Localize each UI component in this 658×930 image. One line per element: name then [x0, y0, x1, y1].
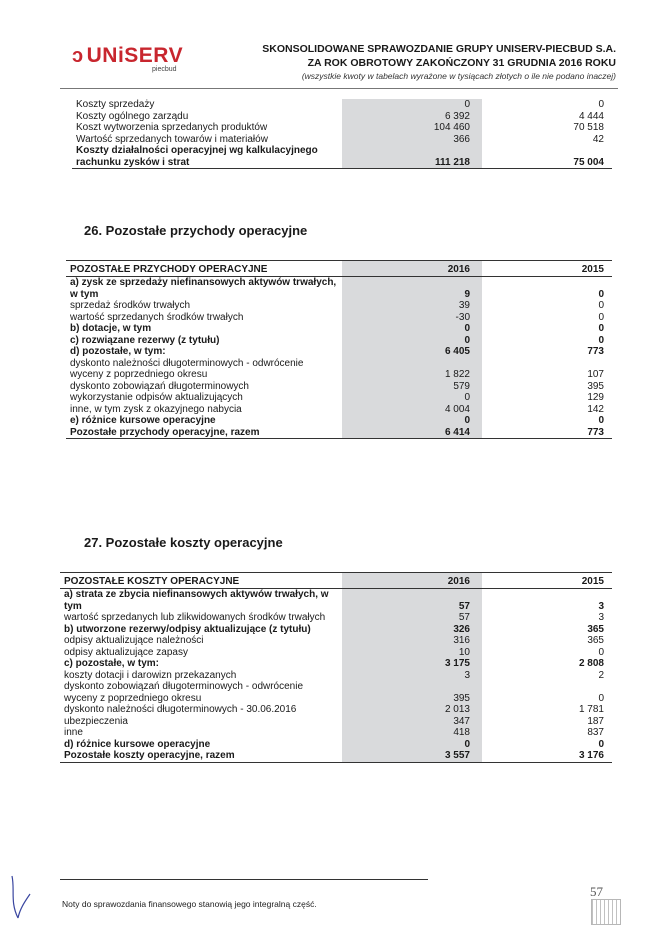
value-2016: 366 — [342, 134, 482, 146]
row-label: c) rozwiązane rezerwy (z tytułu) — [70, 334, 220, 346]
table-row — [72, 99, 612, 111]
value-2016: 39 — [342, 300, 482, 312]
row-label: wartość sprzedanych lub zlikwidowanych środków trwałych — [64, 612, 326, 623]
table-row — [72, 111, 612, 123]
value-2016: 579 — [342, 381, 482, 393]
table-row — [66, 404, 612, 416]
value-2016: -30 — [342, 312, 482, 324]
company-logo — [72, 44, 183, 68]
value-2015: 365 — [587, 623, 604, 635]
table-row — [66, 427, 612, 439]
value-2015: 0 — [598, 415, 604, 426]
table-row — [66, 312, 612, 324]
value-2015: 0 — [598, 311, 604, 323]
table-row — [60, 739, 612, 751]
row-label: inne — [64, 727, 83, 738]
value-2016: 4 004 — [342, 404, 482, 416]
table-row — [60, 716, 612, 728]
value-2015: 837 — [587, 727, 604, 738]
value-2015: 773 — [587, 346, 604, 357]
value-2016: 2 013 — [342, 704, 482, 716]
section-26-heading: 26. Pozostałe przychody operacyjne — [84, 223, 308, 238]
table-row — [66, 358, 612, 381]
value-2016: 57 — [342, 612, 482, 624]
value-2015: 773 — [482, 427, 612, 439]
other-operating-costs-table — [60, 572, 612, 763]
row-label: dyskonto zobowiązań długoterminowych — [70, 380, 249, 392]
value-2015: 3 — [598, 600, 604, 612]
row-label: dyskonto zobowiązań długoterminowych - odwrócenie wyceny z poprzedniego okresu — [64, 681, 304, 704]
table-row — [60, 704, 612, 716]
row-label: d) pozostałe, w tym: — [70, 346, 166, 357]
value-2016: 3 — [342, 670, 482, 682]
row-label: Koszty sprzedaży — [76, 99, 155, 110]
value-2015: 3 — [598, 612, 604, 623]
row-label: dyskonto należności długoterminowych - 30.06.2016 — [64, 704, 297, 715]
value-2016: 0 — [342, 392, 482, 404]
operating-costs-table — [72, 99, 612, 169]
table-row — [60, 589, 612, 613]
value-2015: 4 444 — [578, 110, 604, 122]
value-2016: 6 392 — [342, 111, 482, 123]
value-2015: 42 — [592, 133, 604, 145]
table-row — [66, 392, 612, 404]
value-2015: 2 — [598, 669, 604, 681]
report-title-line2: ZA ROK OBROTOWY ZAKOŃCZONY 31 GRUDNIA 2016 ROKU — [307, 57, 616, 69]
value-2016: 0 — [342, 99, 482, 111]
value-2015: 70 518 — [573, 122, 604, 133]
footer-note: Noty do sprawozdania finansowego stanowią jego integralną część. — [62, 899, 317, 909]
value-2016: 6 414 — [342, 427, 482, 439]
row-label: Wartość sprzedanych towarów i materiałów — [76, 133, 268, 145]
table-row — [60, 647, 612, 659]
row-label: Koszty działalności operacyjnej wg kalkulacyjnego rachunku zysków i strat — [72, 145, 342, 169]
row-label: sprzedaż środków trwałych — [70, 300, 191, 311]
row-label: Koszt wytworzenia sprzedanych produktów — [76, 122, 268, 133]
report-units-note: (wszystkie kwoty w tabelach wyrażone w tysiącach złotych o ile nie podano inaczej) — [301, 71, 616, 81]
row-label: koszty dotacji i darowizn przekazanych — [64, 669, 237, 681]
value-2016: 326 — [342, 624, 482, 636]
row-label: d) różnice kursowe operacyjne — [64, 738, 211, 750]
value-2015: 75 004 — [482, 145, 612, 169]
value-2016: 1 822 — [342, 358, 482, 381]
value-2015: 0 — [598, 99, 604, 110]
row-label: dyskonto należności długoterminowych - odwrócenie wyceny z poprzedniego okresu — [70, 357, 304, 380]
value-2016: 57 — [342, 589, 482, 613]
table-row — [60, 612, 612, 624]
value-2015: 1 781 — [578, 704, 604, 715]
value-2016: 316 — [342, 635, 482, 647]
value-2015: 395 — [587, 380, 604, 392]
value-2015: 0 — [598, 323, 604, 334]
row-label: Pozostałe przychody operacyjne, razem — [66, 427, 342, 439]
row-label: e) różnice kursowe operacyjne — [70, 415, 216, 426]
table-row — [66, 323, 612, 335]
column-header-2016: 2016 — [342, 573, 482, 589]
row-label: inne, w tym zysk z okazyjnego nabycia — [70, 403, 242, 415]
value-2015: 0 — [598, 334, 604, 346]
value-2016: 9 — [342, 277, 482, 301]
row-label: odpisy aktualizujące zapasy — [64, 646, 188, 658]
table-row — [66, 346, 612, 358]
value-2015: 0 — [598, 692, 604, 704]
value-2016: 0 — [342, 415, 482, 427]
table-row — [66, 300, 612, 312]
value-2015: 0 — [598, 288, 604, 300]
logo-mark-icon: ↄ — [72, 45, 84, 67]
value-2016: 395 — [342, 681, 482, 704]
value-2016: 347 — [342, 716, 482, 728]
value-2016: 418 — [342, 727, 482, 739]
table-row — [60, 635, 612, 647]
table-row — [60, 670, 612, 682]
value-2016: 6 405 — [342, 346, 482, 358]
column-header-label: POZOSTAŁE KOSZTY OPERACYJNE — [60, 573, 342, 589]
row-label: a) zysk ze sprzedaży niefinansowych aktywów trwałych, w tym — [70, 277, 337, 300]
stamp-icon — [591, 899, 621, 925]
value-2015: 0 — [598, 646, 604, 658]
row-label: a) strata ze zbycia niefinansowych aktywów trwałych, w tym — [64, 589, 329, 612]
column-header-label: POZOSTAŁE PRZYCHODY OPERACYJNE — [66, 261, 342, 277]
row-label: b) dotacje, w tym — [70, 323, 152, 334]
page-number: 57 — [590, 884, 603, 899]
other-operating-income-table — [66, 260, 612, 439]
logo-subtext: piecbud — [152, 66, 177, 73]
value-2016: 0 — [342, 323, 482, 335]
table-row — [66, 381, 612, 393]
value-2015: 187 — [587, 715, 604, 727]
value-2015: 142 — [587, 403, 604, 415]
value-2016: 111 218 — [342, 145, 482, 169]
value-2016: 0 — [342, 739, 482, 751]
section-27-heading: 27. Pozostałe koszty operacyjne — [84, 535, 283, 550]
table-row — [60, 727, 612, 739]
row-label: odpisy aktualizujące należności — [64, 635, 204, 646]
table-row — [66, 415, 612, 427]
value-2016: 0 — [342, 335, 482, 347]
value-2016: 3 557 — [342, 750, 482, 762]
row-label: c) pozostałe, w tym: — [64, 658, 160, 669]
table-row — [66, 335, 612, 347]
value-2016: 3 175 — [342, 658, 482, 670]
table-row — [72, 134, 612, 146]
value-2016: 10 — [342, 647, 482, 659]
value-2015: 107 — [587, 369, 604, 380]
table-row — [60, 624, 612, 636]
report-title-line1: SKONSOLIDOWANE SPRAWOZDANIE GRUPY UNISERV-PIECBUD S.A. — [262, 43, 616, 55]
table-row — [66, 277, 612, 301]
row-label: ubezpieczenia — [64, 715, 128, 727]
logo-text: UNiSERV — [86, 44, 184, 67]
handwritten-signature — [6, 872, 36, 922]
value-2016: 104 460 — [342, 122, 482, 134]
row-label: b) utworzone rezerwy/odpisy aktualizujące (z tytułu) — [64, 623, 311, 635]
table-row — [60, 658, 612, 670]
value-2015: 3 176 — [482, 750, 612, 762]
column-header-2015: 2015 — [482, 573, 612, 589]
footer-divider — [60, 879, 428, 880]
table-row — [60, 750, 612, 762]
table-row — [72, 122, 612, 134]
value-2015: 365 — [587, 635, 604, 646]
value-2015: 129 — [587, 392, 604, 403]
row-label: wartość sprzedanych środków trwałych — [70, 311, 244, 323]
row-label: Pozostałe koszty operacyjne, razem — [60, 750, 342, 762]
column-header-2016: 2016 — [342, 261, 482, 277]
column-header-2015: 2015 — [482, 261, 612, 277]
table-row — [72, 145, 612, 169]
table-row — [60, 681, 612, 704]
row-label: Koszty ogólnego zarządu — [76, 110, 189, 122]
value-2015: 0 — [598, 300, 604, 311]
row-label: wykorzystanie odpisów aktualizujących — [70, 392, 243, 403]
value-2015: 0 — [598, 738, 604, 750]
value-2015: 2 808 — [578, 658, 604, 669]
header-divider — [60, 88, 618, 89]
